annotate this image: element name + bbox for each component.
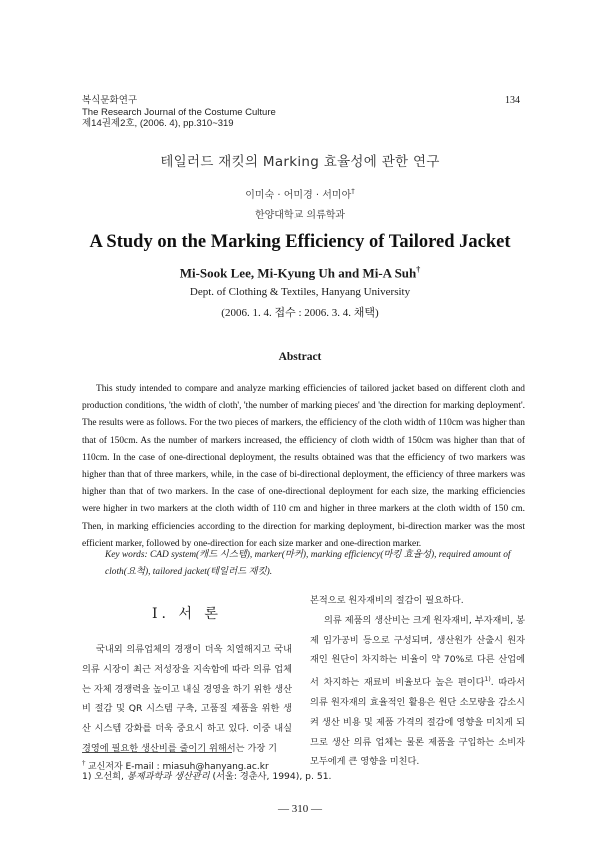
authors-korean <box>0 186 600 201</box>
ref-author: 오선희, <box>94 771 124 782</box>
footnote-email: 교신저자 E-mail : miasuh@hanyang.ac.kr <box>87 762 269 773</box>
intro-right-p1: 본적으로 원자재비의 절감이 필요하다. <box>310 595 464 606</box>
intro-right-p2-b: . 따라서 의류 원자재의 효율적인 활용은 원단 소모량을 감소시켜 생산 비용 및 제품 가격의 절감에 영향을 미치게 되므로 생산 의류 업체는 물론 제품을 구입하는 소비자 모두에게 큰 영향을 미친다. <box>310 677 525 768</box>
footnote-reference <box>82 771 331 783</box>
footnote-divider <box>82 752 232 753</box>
keywords-text: CAD system(캐드 시스템), marker(마커), marking efficiency(마킹 효율성), required amount of cloth(요척), tailored jacket(테일러드 재킷). <box>105 550 511 577</box>
affiliation-korean: 한양대학교 의류학과 <box>254 210 346 221</box>
keywords-label: Key words: <box>105 550 148 560</box>
keywords <box>105 547 525 581</box>
citation-ref: 1) <box>484 676 491 684</box>
intro-left-column: 국내외 의류업체의 경쟁이 더욱 치열해지고 국내 의류 시장이 최근 저성장을 지속함에 따라 의류 업체는 자체 경쟁력을 높이고 내실 경영을 하기 위한 생산비 절감 및 QR 시스템 구축, 고품질 제품을 위한 생산 시스템 강화를 더욱 중요시 하고 있다. 이중 내실 경영에 필요한 생산비를 줄이기 위해서는 가장 기 <box>82 644 292 754</box>
footer-page-number: — 310 — <box>278 803 322 815</box>
journal-title-ko: 복식문화연구 <box>82 95 138 106</box>
abstract-body: This study intended to compare and analyze marking efficiencies of tailored jacket based on different cloth and production conditions, 'the width of cloth', 'the number of marking pieces' and 'the direction for marking deployment'. The results were as follows. For the two pieces of markers, the efficiency of the cloth width of 110cm was higher than that of 150cm. As the number of markers increased, the efficiency of cloth width of 150cm was higher than that of 110cm. In the case of one-directional deployment, the results obtained was that the efficiency of two markers was higher than that of three markers, while, in the case of bi-directional deployment, the efficiency of three markers was higher than that of two markers. In the case of one-directional deployment for each size, the marking efficiencies were higher in two markers at the cloth width of 110 cm and higher in three markers at the cloth width of 150 cm. Then, in marking efficiencies according to the direction for marking deployment, bi-direction marker was the most efficient marker, followed by one-direction for each size marker and one-direction marker. <box>82 384 525 549</box>
page-number: 134 <box>505 95 520 106</box>
authors-english <box>0 265 600 281</box>
journal-volume: 제14권제2호, (2006. 4), pp.310~319 <box>82 118 234 129</box>
intro-right-p2 <box>310 611 525 772</box>
journal-header <box>82 95 276 130</box>
abstract-heading: Abstract <box>278 351 322 363</box>
affiliation-english: Dept. of Clothing & Textiles, Hanyang University <box>189 286 411 298</box>
intro-right-column <box>310 591 525 772</box>
intro-right-p2-a: 의류 제품의 생산비는 크게 원자재비, 부자재비, 봉제 임가공비 등으로 구성되며, 생산원가 산출시 원자재인 원단이 차지하는 비율이 약 70%로 다른 산업에서 차지하는 재료비 비율보다 높은 편이다 <box>310 614 525 689</box>
section-heading: I. 서 론 <box>152 606 222 622</box>
title-korean: 테일러드 재킷의 Marking 효율성에 관한 연구 <box>160 154 440 170</box>
authors-english-names: Mi-Sook Lee, Mi-Kyung Uh and Mi-A Suh <box>179 265 417 281</box>
title-english: A Study on the Marking Efficiency of Tailored Jacket <box>89 232 511 252</box>
received-date: (2006. 1. 4. 접수 : 2006. 3. 4. 채택) <box>221 307 379 319</box>
ref-number: 1) <box>82 771 92 782</box>
footnote-mark: † <box>82 759 86 767</box>
ref-publisher: (서울: 경춘사, 1994), p. 51. <box>212 771 332 782</box>
journal-title-en: The Research Journal of the Costume Culture <box>82 106 276 118</box>
corresponding-mark: † <box>351 187 355 196</box>
corresponding-mark-en: † <box>416 265 421 274</box>
ref-title: 봉제과학과 생산관리 <box>126 771 210 782</box>
authors-korean-names: 이미숙 · 어미경 · 서미아 <box>245 190 352 201</box>
